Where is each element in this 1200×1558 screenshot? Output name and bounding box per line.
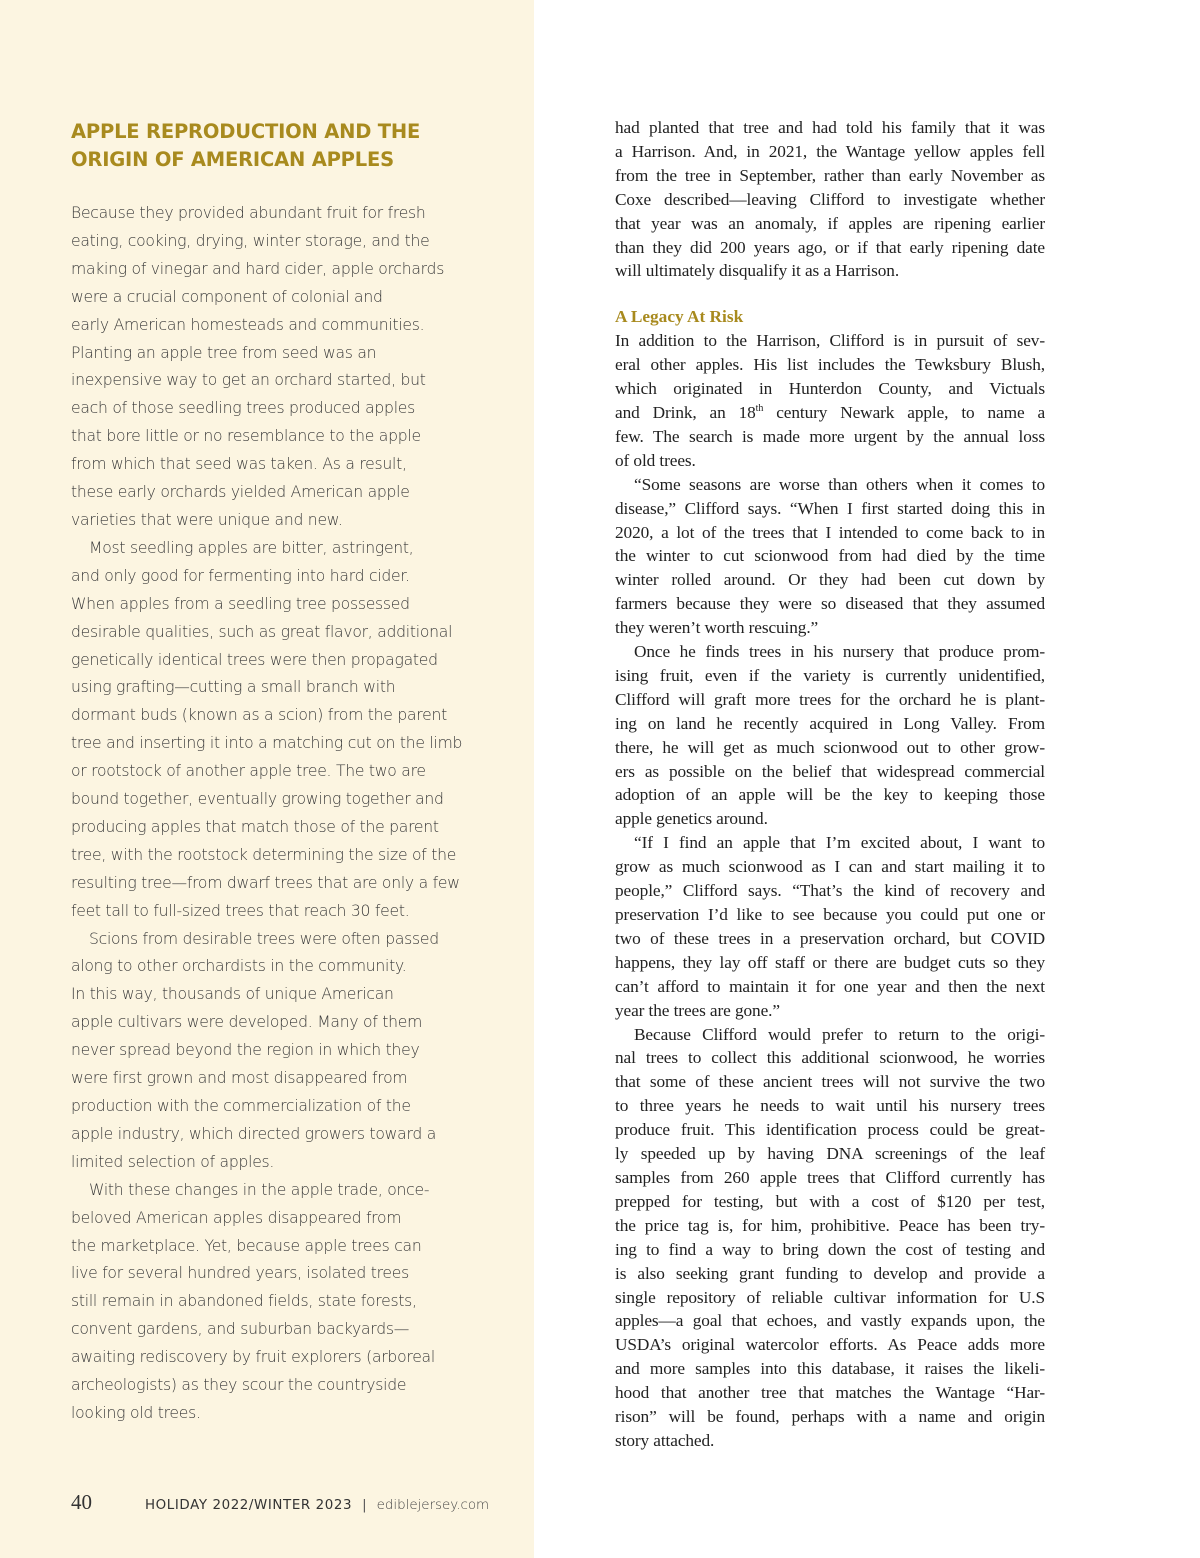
text-line: With these changes in the apple trade, once- [89, 1180, 430, 1199]
sidebar-panel [0, 0, 534, 1558]
text-line: few. The search is made more urgent by the annual loss [615, 426, 1045, 446]
article-paragraph [615, 640, 1045, 831]
text-line: is also seeking grant funding to develop and provide a [615, 1263, 1045, 1283]
text-line: “Some seasons are worse than others when it comes to [634, 474, 1045, 494]
text-line: convent gardens, and suburban backyards— [71, 1320, 410, 1339]
text-line: production with the commercialization of the [71, 1097, 411, 1115]
text-line: the price tag is, for him, prohibitive. Peace has been try- [615, 1215, 1045, 1235]
text-line: never spread beyond the region in which they [71, 1041, 420, 1060]
text-line: bound together, eventually growing together and [71, 790, 444, 809]
text-line: tree and inserting it into a matching cut on the limb [71, 734, 463, 753]
text-line: and only good for fermenting into hard cider. [71, 566, 410, 585]
text-line: and more samples into this database, it raises the likeli- [615, 1359, 1045, 1379]
text-line: dormant buds (known as a scion) from the parent [71, 706, 447, 725]
text-line: these early orchards yielded American apple [71, 483, 410, 502]
text-fragment: and Drink, an 18 [615, 402, 756, 422]
text-line: were first grown and most disappeared from [71, 1069, 408, 1088]
text-line: were a crucial component of colonial and [71, 287, 383, 306]
text-line: happens, they lay off staff or there are budget cuts so they [615, 952, 1045, 972]
ordinal-suffix: th [755, 403, 764, 415]
text-line: had planted that tree and had told his family that it was [615, 118, 1045, 137]
text-line: Clifford will graft more trees for the orchard he is plant- [615, 689, 1045, 709]
text-line: from which that seed was taken. As a result, [71, 455, 407, 474]
text-line: produce fruit. This identification process could be great- [615, 1120, 1045, 1140]
sidebar-paragraph [71, 200, 471, 535]
website-link[interactable]: ediblejersey.com [376, 1498, 490, 1513]
text-line: can’t afford to maintain it for one year and then the next [615, 976, 1045, 996]
text-line: will ultimately disqualify it as a Harrison. [615, 261, 900, 281]
text-line [615, 401, 1045, 425]
text-line: rison” will be found, perhaps with a name and origin [615, 1407, 1045, 1427]
text-line: In addition to the Harrison, Clifford is in pursuit of sev- [615, 331, 1045, 351]
article-paragraph [615, 831, 1045, 1022]
text-line: Scions from desirable trees were often passed [89, 929, 439, 948]
text-line: adoption of an apple will be the key to keeping those [615, 785, 1045, 805]
text-line: using grafting—cutting a small branch with [71, 678, 396, 697]
text-line: genetically identical trees were then propagated [71, 650, 438, 669]
text-line: tree, with the rootstock determining the size of the [71, 845, 457, 864]
text-line: ers as possible on the belief that widespread commercial [615, 761, 1045, 781]
text-line: apple genetics around. [615, 809, 768, 829]
sidebar-title [71, 118, 471, 174]
sidebar-paragraph [71, 1177, 471, 1428]
sidebar-content [71, 118, 471, 1428]
text-line: ing to find a way to bring down the cost of testing and [615, 1239, 1045, 1259]
text-line: looking old trees. [71, 1403, 201, 1422]
text-line: two of these trees in a preservation orchard, but COVID [615, 928, 1045, 948]
text-line: early American homesteads and communities. [71, 315, 425, 334]
text-line: the winter to cut scionwood from had died by the time [615, 546, 1045, 566]
text-line: which originated in Hunterdon County, and Victuals [615, 379, 1045, 399]
text-line: Coxe described—leaving Clifford to investigate whether [615, 189, 1045, 209]
text-line: Most seedling apples are bitter, astringent, [89, 538, 414, 557]
text-line: year the trees are gone.” [615, 1000, 780, 1020]
text-line: the marketplace. Yet, because apple trees can [71, 1236, 422, 1255]
text-line: there, he will get as much scionwood out to other grow- [615, 737, 1045, 757]
text-line: Because they provided abundant fruit for fresh [71, 204, 426, 222]
section-subhead: A Legacy At Risk [615, 307, 744, 327]
page-footer [71, 1490, 489, 1520]
text-line: winter rolled around. Or they had been cut down by [615, 570, 1045, 590]
article-paragraph [615, 329, 1045, 472]
text-line: 2020, a lot of the trees that I intended to come back to in [615, 522, 1045, 542]
text-line: feet tall to full-sized trees that reach 30 feet. [71, 901, 410, 920]
text-line: of old trees. [615, 450, 696, 470]
text-line: apple cultivars were developed. Many of them [71, 1013, 423, 1032]
text-line: Planting an apple tree from seed was an [71, 343, 377, 362]
text-line: inexpensive way to get an orchard started, but [71, 371, 426, 390]
text-line: “If I find an apple that I’m excited about, I want to [634, 833, 1045, 853]
text-line: USDA’s original watercolor efforts. As Peace adds more [615, 1335, 1045, 1355]
text-line: producing apples that match those of the parent [71, 817, 439, 836]
article-paragraph [615, 116, 1045, 283]
text-line: each of those seedling trees produced apples [71, 399, 416, 418]
text-line: farmers because they were so diseased that they assumed [615, 594, 1045, 614]
text-line: that bore little or no resemblance to the apple [71, 427, 421, 446]
text-line: beloved American apples disappeared from [71, 1208, 402, 1227]
text-line: When apples from a seedling tree possessed [71, 594, 410, 613]
text-line: prepped for testing, but with a cost of $120 per test, [615, 1191, 1045, 1211]
text-line: Once he finds trees in his nursery that produce prom- [634, 642, 1045, 662]
text-line: or rootstock of another apple tree. The two are [71, 762, 426, 781]
text-line: that year was an anomaly, if apples are ripening earlier [615, 213, 1045, 233]
text-line: live for several hundred years, isolated trees [71, 1264, 409, 1283]
text-fragment: century Newark apple, to name a [763, 402, 1046, 422]
text-line: Because Clifford would prefer to return to the origi- [634, 1024, 1045, 1044]
footer-separator: | [362, 1498, 367, 1513]
text-line: single repository of reliable cultivar information for U.S [615, 1287, 1045, 1307]
page-number: 40 [71, 1490, 92, 1514]
sidebar-title-line: ORIGIN OF AMERICAN APPLES [71, 148, 394, 171]
text-line: disease,” Clifford says. “When I first started doing this in [615, 498, 1045, 518]
article-paragraph [615, 1023, 1045, 1453]
text-line: desirable qualities, such as great flavor, additional [71, 622, 453, 641]
text-line: a Harrison. And, in 2021, the Wantage yellow apples fell [615, 141, 1045, 161]
text-line: they weren’t worth rescuing.” [615, 618, 819, 638]
text-line: apples—a goal that echoes, and vastly expands upon, the [615, 1311, 1045, 1331]
text-line: making of vinegar and hard cider, apple orchards [71, 259, 445, 278]
sidebar-paragraph [71, 535, 471, 926]
sidebar-title-line: APPLE REPRODUCTION AND THE [71, 120, 421, 143]
text-line: varieties that were unique and new. [71, 510, 343, 529]
sidebar-body [71, 200, 471, 1428]
issue-label: HOLIDAY 2022/WINTER 2023 [145, 1498, 353, 1513]
text-line: story attached. [615, 1430, 715, 1450]
text-line: still remain in abandoned fields, state forests, [71, 1292, 417, 1311]
text-line: eral other apples. His list includes the Tewksbury Blush, [615, 355, 1045, 375]
text-line: from the tree in September, rather than early November as [615, 165, 1045, 185]
text-line: preservation I’d like to see because you could put one or [615, 905, 1045, 924]
article-column [615, 116, 1045, 1453]
text-line: than they did 200 years ago, or if that early ripening date [615, 237, 1045, 257]
text-line: In this way, thousands of unique American [71, 985, 394, 1004]
text-line: ing on land he recently acquired in Long Valley. From [615, 713, 1045, 733]
article-paragraph [615, 473, 1045, 640]
sidebar-paragraph [71, 926, 471, 1177]
text-line: eating, cooking, drying, winter storage, and the [71, 231, 430, 250]
text-line: limited selection of apples. [71, 1152, 275, 1171]
text-line: grow as much scionwood as I can and start mailing it to [615, 857, 1045, 877]
text-line: ising fruit, even if the variety is currently unidentified, [615, 665, 1045, 685]
text-line: apple industry, which directed growers toward a [71, 1124, 437, 1143]
text-line: samples from 260 apple trees that Clifford currently has [615, 1167, 1045, 1187]
text-line: that some of these ancient trees will not survive the two [615, 1072, 1045, 1092]
text-line: along to other orchardists in the community. [71, 957, 407, 976]
text-line: ly speeded up by having DNA screenings of the leaf [615, 1144, 1045, 1164]
text-line: awaiting rediscovery by fruit explorers (arboreal [71, 1348, 435, 1367]
text-line: people,” Clifford says. “That’s the kind of recovery and [615, 881, 1045, 901]
text-line: archeologists) as they scour the countryside [71, 1376, 407, 1395]
text-line: nal trees to collect this additional scionwood, he worries [615, 1048, 1045, 1068]
text-line: hood that another tree that matches the Wantage “Har- [615, 1383, 1045, 1403]
text-line: to three years he needs to wait until his nursery trees [615, 1096, 1045, 1116]
text-line: resulting tree—from dwarf trees that are only a few [71, 873, 460, 892]
